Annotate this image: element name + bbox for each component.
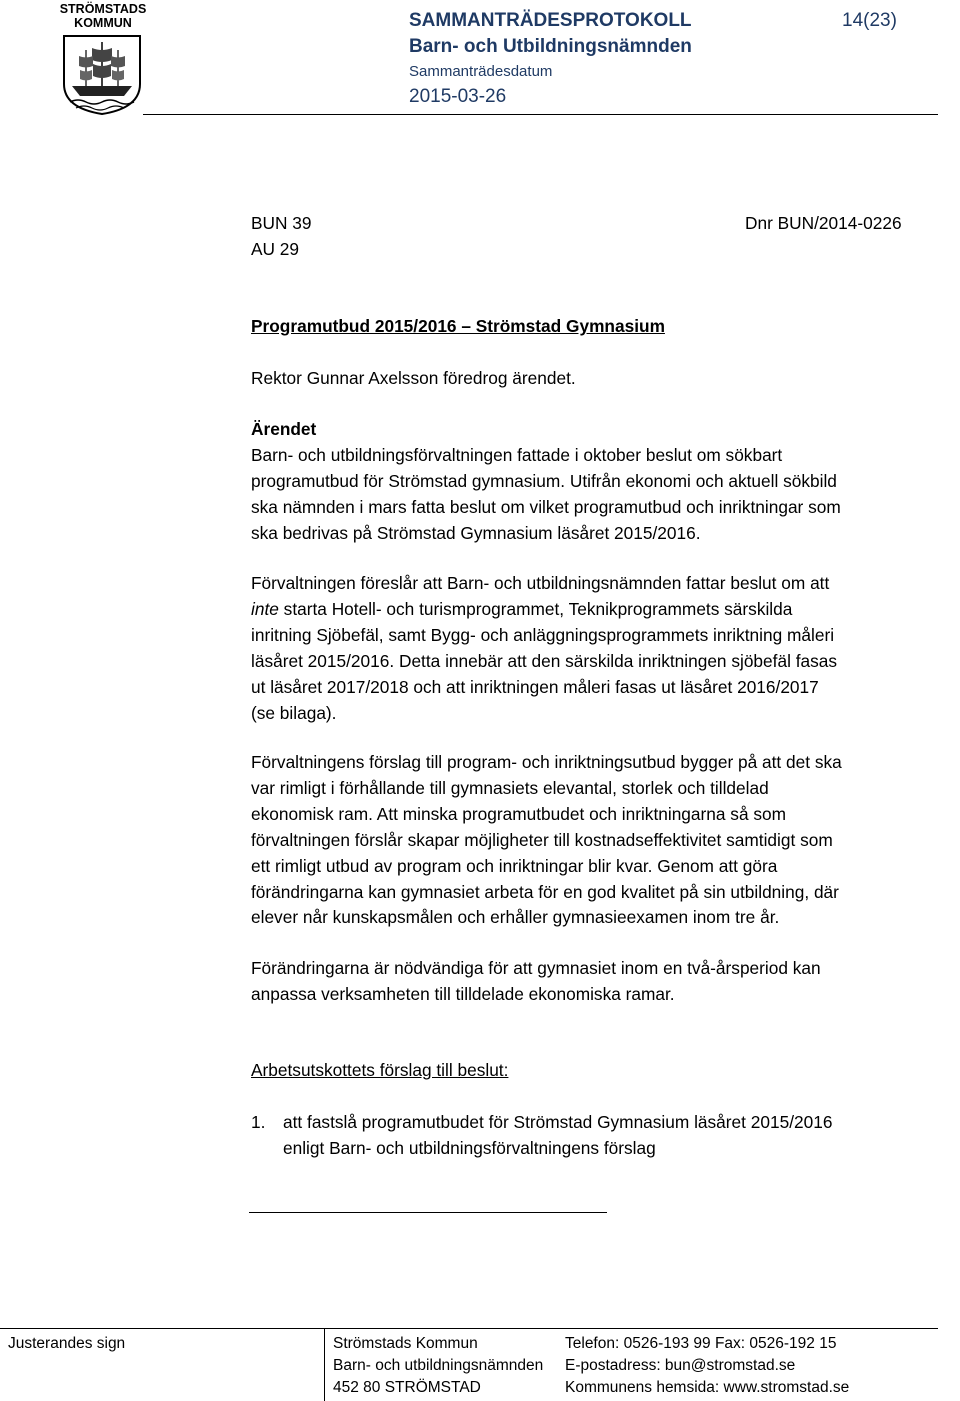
paragraph-line: ett rimligt utbud av program och inriktningar blir kvar. Genom att göra (251, 855, 778, 876)
proposal-paragraph (251, 571, 931, 726)
logo-text (58, 2, 148, 30)
necessity-paragraph (251, 956, 931, 1008)
footer-contact-line: Kommunens hemsida: www.stromstad.se (565, 1379, 850, 1396)
document-title: SAMMANTRÄDESPROTOKOLL (409, 10, 692, 31)
subject-heading: Programutbud 2015/2016 – Strömstad Gymnasium (251, 316, 665, 336)
paragraph-line: Förvaltningen föreslår att Barn- och utbildningsnämnden fattar beslut om att (251, 573, 830, 593)
paragraph-line: Förändringarna är nödvändiga för att gymnasiet inom en två-årsperiod kan (251, 958, 821, 978)
arendet-line: programutbud för Strömstad gymnasium. Utifrån ekonomi och aktuell sökbild (251, 470, 837, 491)
paragraph-line: anpassa verksamheten till tilldelade ekonomiska ramar. (251, 983, 675, 1004)
signature-line (249, 1212, 607, 1213)
proposal-item-number: 1. (251, 1112, 266, 1132)
header-divider (143, 114, 938, 115)
arendet-line: Barn- och utbildningsförvaltningen fattade i oktober beslut om sökbart (251, 445, 783, 465)
meeting-date-label: Sammanträdesdatum (409, 63, 553, 80)
paragraph-line: Förvaltningens förslag till program- och inriktningsutbud bygger på att det ska (251, 752, 842, 772)
emphasis-inte: inte (251, 598, 279, 619)
paragraph-line: förändringarna kan gymnasiet arbeta för en god kvalitet på sin utbildning, där (251, 881, 839, 902)
paragraph-line (251, 597, 931, 623)
page-number: 14(23) (842, 10, 897, 31)
diary-number: Dnr BUN/2014-0226 (745, 213, 902, 233)
footer-divider (0, 1328, 938, 1329)
paragraph-line: ekonomisk ram. Att minska programutbudet och inriktningarna så som (251, 803, 787, 824)
arendet-line: ska nämnden i mars fatta beslut om vilket programutbud och inriktningar som (251, 496, 841, 517)
arendet-heading: Ärendet (251, 419, 317, 439)
paragraph-line: inritning Sjöbefäl, samt Bygg- och anläggningsprogrammets inriktning måleri (251, 624, 835, 645)
committee-name: Barn- och Utbildningsnämnden (409, 36, 692, 57)
rationale-paragraph (251, 750, 931, 931)
meeting-date: 2015-03-26 (409, 86, 507, 107)
paragraph-line: (se bilaga). (251, 702, 337, 723)
logo-text-line-2: KOMMUN (74, 16, 132, 30)
paragraph-line: förvaltningen förslår skapar möjligheter till kostnadseffektivitet samtidigt som (251, 829, 833, 850)
proposal-item (283, 1110, 832, 1162)
footer-org-line: Barn- och utbildningsnämnden (333, 1357, 544, 1374)
arendet-paragraph (251, 443, 931, 547)
logo-text-line-1: STRÖMSTADS (59, 2, 147, 16)
proposal-heading: Arbetsutskottets förslag till beslut: (251, 1060, 509, 1080)
signature-label: Justerandes sign (8, 1335, 126, 1352)
proposal-item-line: enligt Barn- och utbildningsförvaltningens förslag (283, 1137, 656, 1158)
footer-contact (565, 1333, 849, 1399)
coat-of-arms-logo (62, 34, 142, 121)
footer-org-line: 452 80 STRÖMSTAD (333, 1379, 481, 1396)
footer-contact-line: E-postadress: bun@stromstad.se (565, 1357, 796, 1374)
footer-org-line: Strömstads Kommun (333, 1335, 478, 1352)
au-paragraph-ref: AU 29 (251, 239, 300, 259)
proposal-item-line: att fastslå programutbudet för Strömstad Gymnasium läsåret 2015/2016 (283, 1112, 833, 1132)
paragraph-line: ut läsåret 2017/2018 och att inriktningen måleri fasas ut läsåret 2016/2017 (251, 676, 819, 697)
paragraph-line: elever når kunskapsmålen och erhåller gymnasieexamen inom tre år. (251, 907, 780, 928)
paragraph-line: läsåret 2015/2016. Detta innebär att den särskilda inriktningen sjöbefäl fasas (251, 650, 838, 671)
arendet-line: ska bedrivas på Strömstad Gymnasium läsåret 2015/2016. (251, 522, 701, 543)
footer-contact-line: Telefon: 0526-193 99 Fax: 0526-192 15 (565, 1335, 837, 1352)
paragraph-line: var rimligt i förhållande till gymnasiets elevantal, storlek och tilldelad (251, 777, 769, 798)
footer-column-divider (324, 1328, 325, 1401)
bun-paragraph-ref: BUN 39 (251, 213, 312, 233)
footer-organization (333, 1333, 543, 1399)
presenter-line: Rektor Gunnar Axelsson föredrog ärendet. (251, 368, 576, 388)
paragraph-line-rest: starta Hotell- och turismprogrammet, Teknikprogrammets särskilda (278, 598, 793, 619)
